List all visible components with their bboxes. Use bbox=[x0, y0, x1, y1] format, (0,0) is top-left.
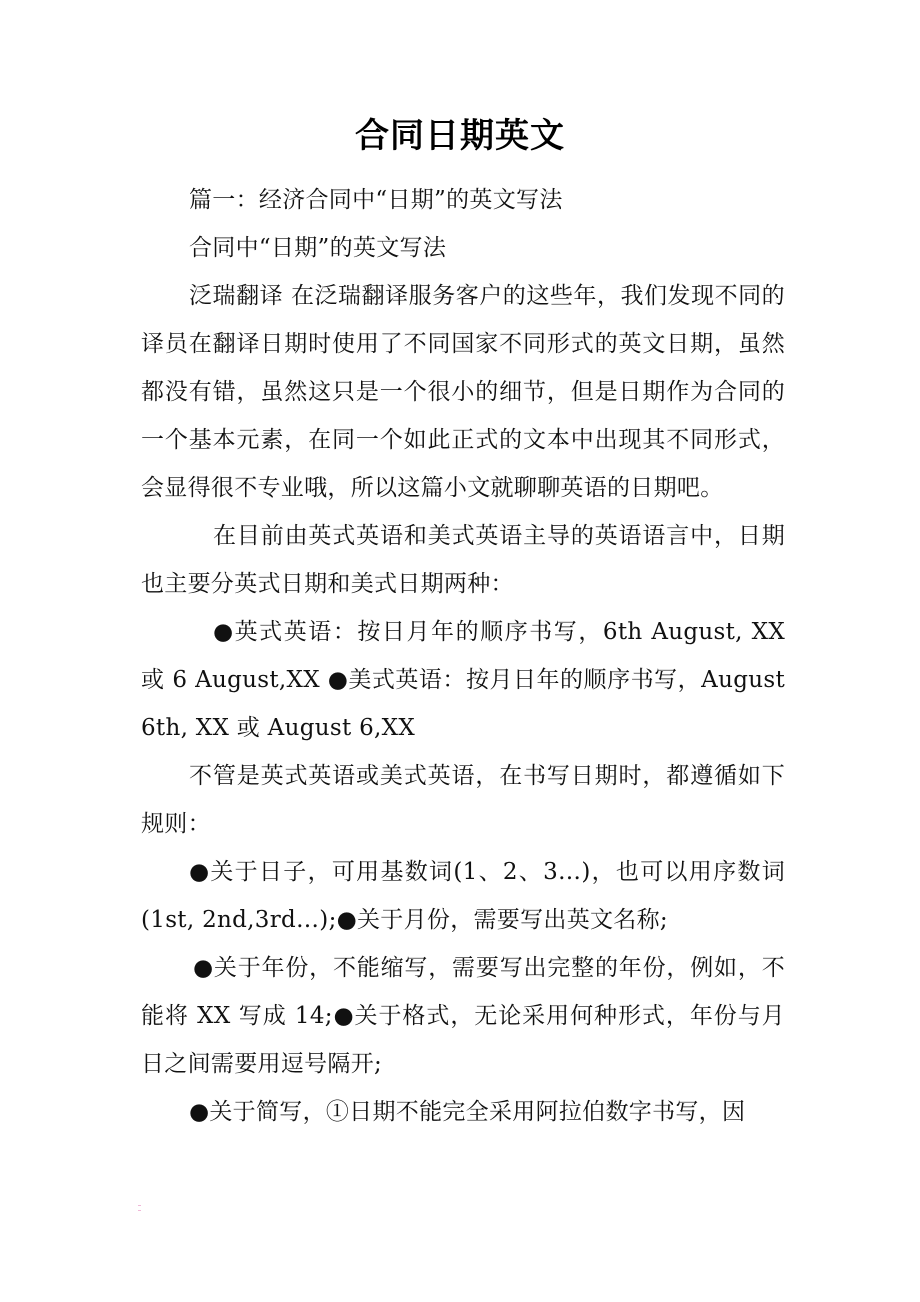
intro-paragraph: 泛瑞翻译 在泛瑞翻译服务客户的这些年，我们发现不同的译员在翻译日期时使用了不同国家不同形式的英文日期，虽然都没有错，虽然这只是一个很小的细节，但是日期作为合同的一个基本元素，在同一个如此正式的文本中出现其不同形式，会显得很不专业哦，所以这篇小文就聊聊英语的日期吧。 bbox=[141, 283, 785, 501]
year-format-rules-bullets: ●关于年份，不能缩写，需要写出完整的年份，例如，不能将 XX 写成 14;●关于格式，无论采用何种形式，年份与月日之间需要用逗号隔开; bbox=[141, 955, 785, 1077]
day-month-rules-bullets: ●关于日子，可用基数词(1、2、3…)，也可以用序数词(1st, 2nd,3rd…);●关于月份，需要写出英文名称; bbox=[141, 859, 785, 933]
page-title: 合同日期英文 bbox=[355, 116, 565, 156]
date-formats-bullets: ●英式英语：按日月年的顺序书写，6th August, XX 或 6 August,XX ●美式英语：按月日年的顺序书写，August 6th, XX 或 August 6,XX bbox=[141, 619, 785, 741]
document-body bbox=[141, 176, 785, 1136]
subsection-heading: 合同中“日期”的英文写法 bbox=[189, 235, 447, 261]
abbreviation-rule-bullet: ●关于简写，①日期不能完全采用阿拉伯数字书写，因 bbox=[189, 1099, 746, 1125]
footer-mark bbox=[138, 1205, 140, 1211]
date-types-paragraph: 在目前由英式英语和美式英语主导的英语语言中，日期也主要分英式日期和美式日期两种： bbox=[141, 523, 785, 597]
section-heading: 篇一：经济合同中“日期”的英文写法 bbox=[189, 187, 563, 213]
rules-intro-paragraph: 不管是英式英语或美式英语，在书写日期时，都遵循如下规则： bbox=[141, 763, 785, 837]
